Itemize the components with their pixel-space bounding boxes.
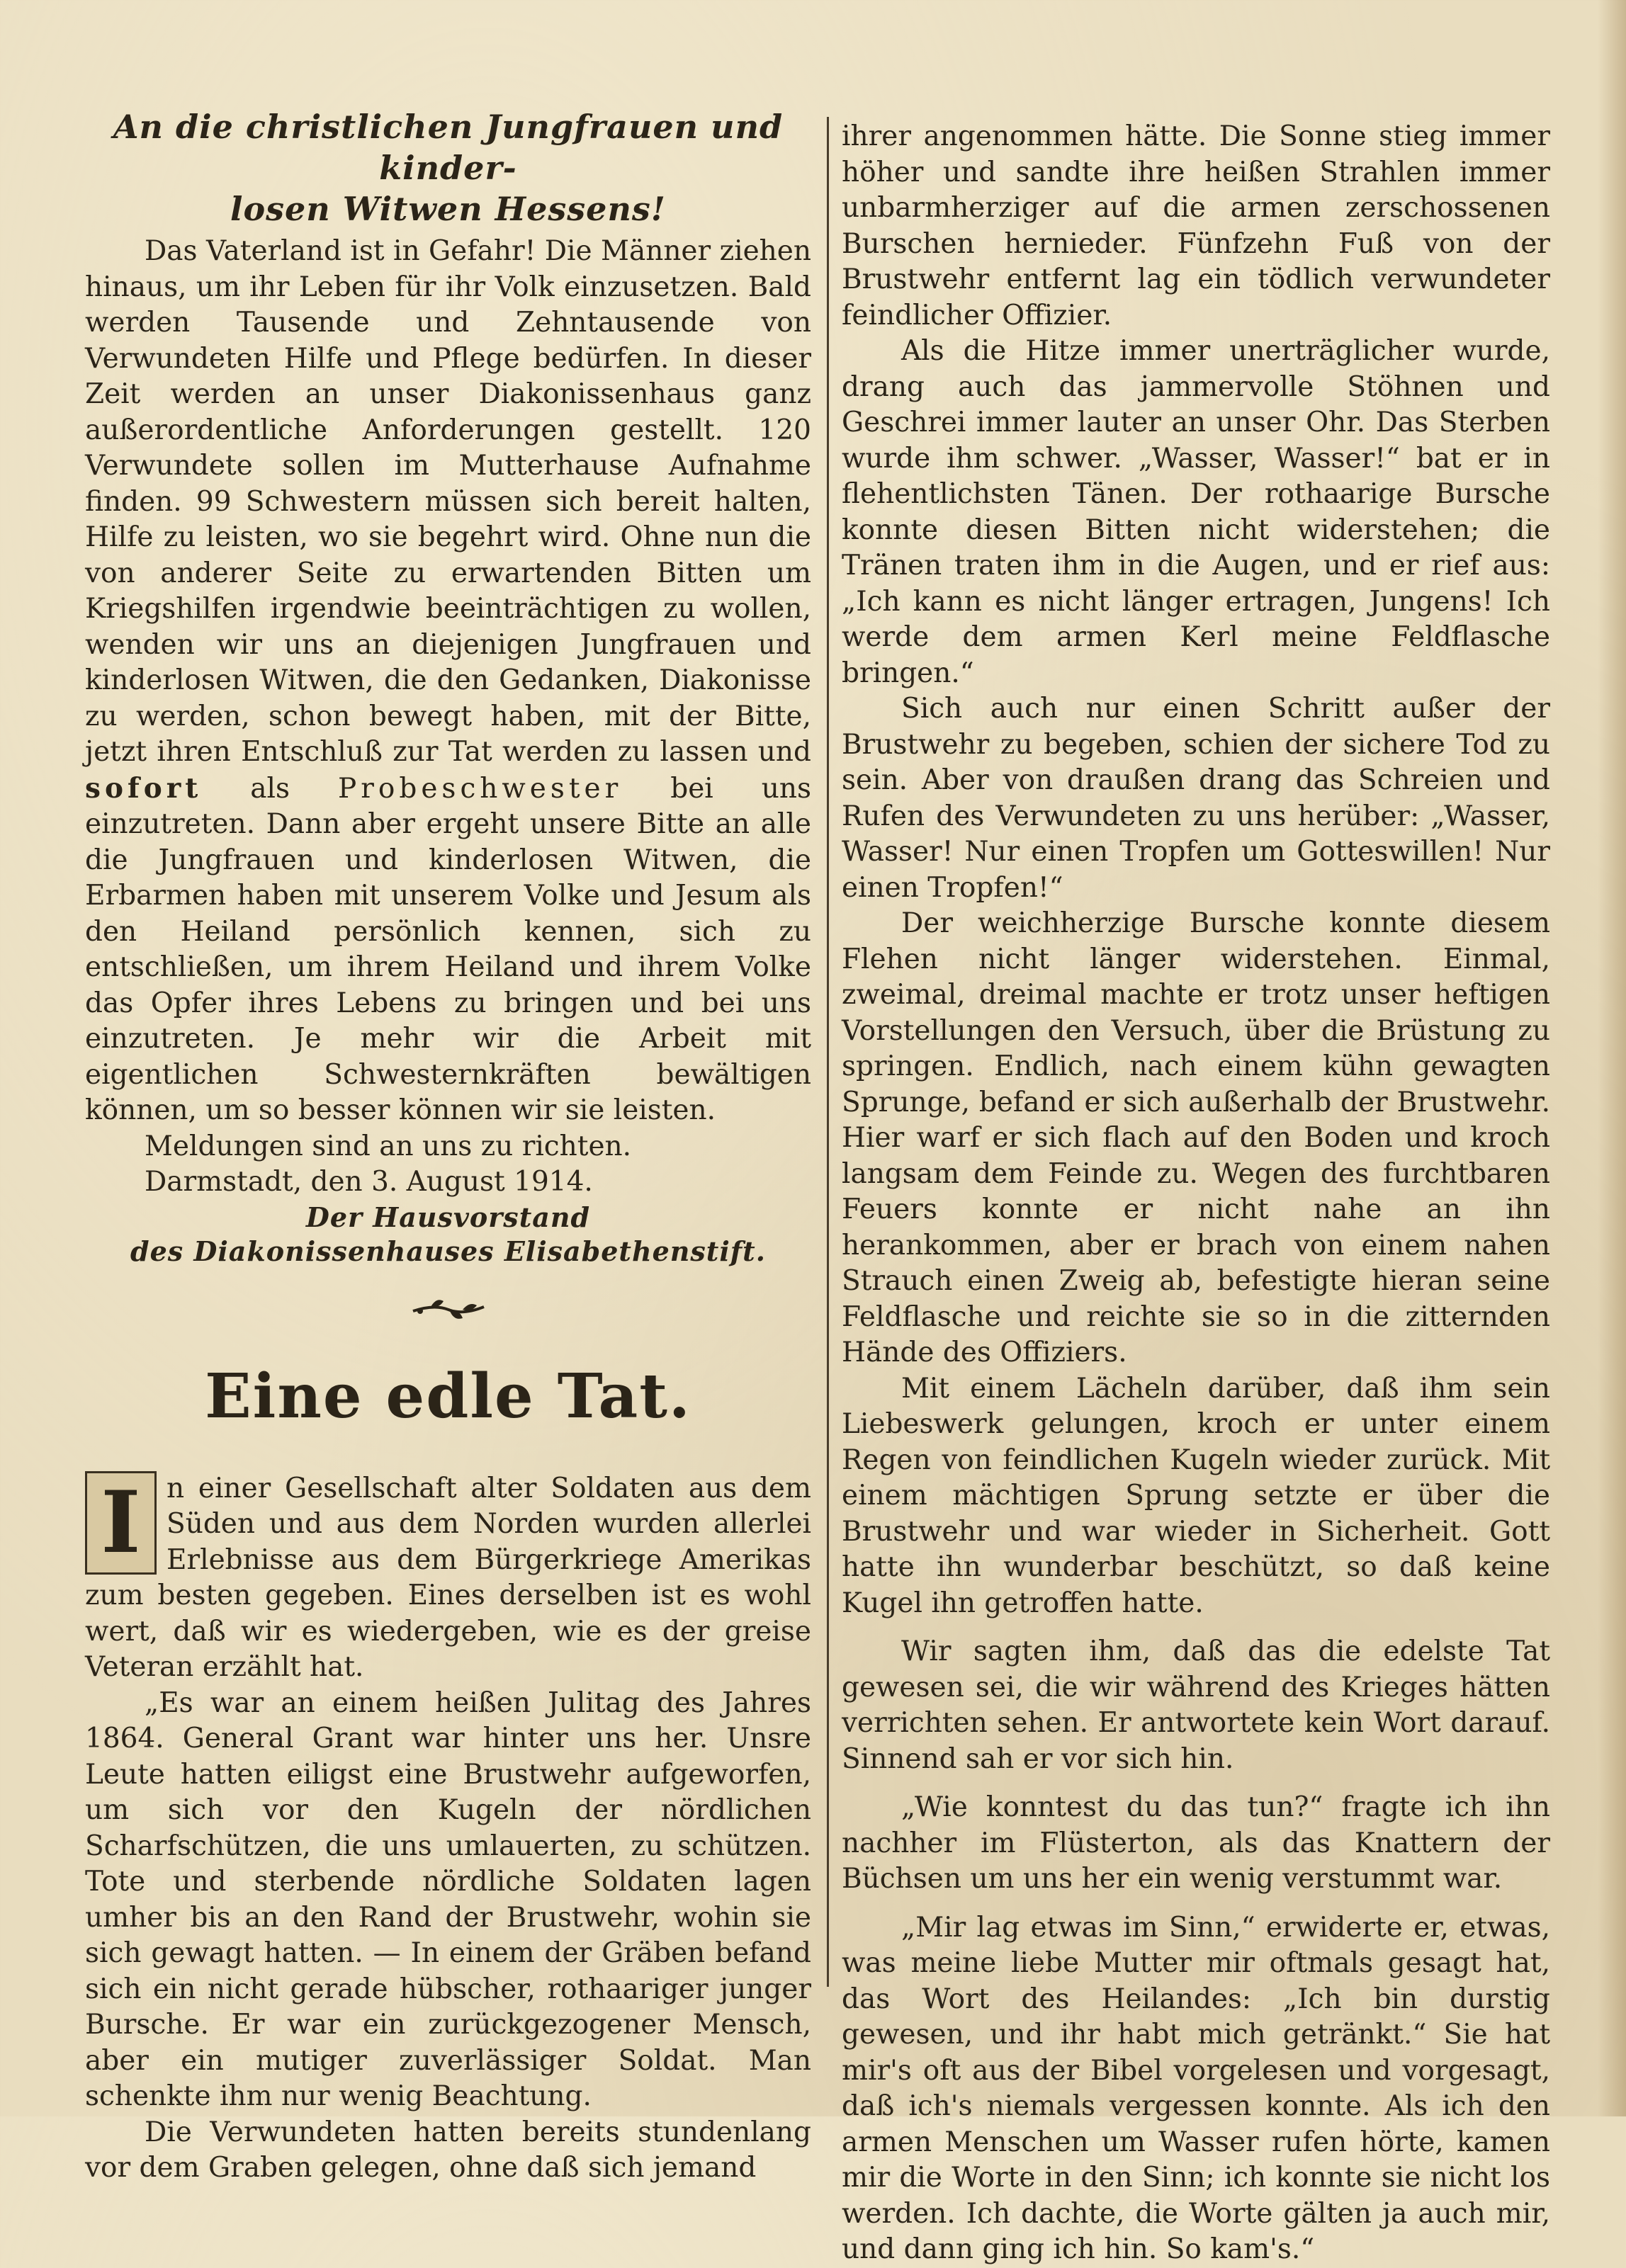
right-column xyxy=(842,119,1550,2268)
appeal-signature xyxy=(85,1201,811,1269)
appeal-title xyxy=(85,106,811,229)
article-title: Eine edle Tat. xyxy=(205,1360,691,1432)
appeal-body xyxy=(85,234,811,1129)
article-right-paragraph-5: Mit einem Lächeln darüber, daß ihm sein Liebeswerk gelungen, kroch er unter einem Regen von feindlichen Kugeln wieder zurück. Mit einem mächtigen Sprung setzte er über die Brustwehr und war wieder in Sicherheit. Gott hatte ihn wunderbar beschützt, so daß keine Kugel ihn getroffen hatte. xyxy=(842,1372,1550,1619)
appeal-body-part-1: Das Vaterland ist in Gefahr! Die Männer ziehen hinaus, um ihr Leben für ihr Volk einzusetzen. Bald werden Tausende und Zehntausende von Verwundeten Hilfe und Pflege bedürfen. In dieser Zeit werden an unser Diakonissenhaus ganz außerordentliche Anforderungen gestellt. 120 Verwundete sollen im Mutterhause Aufnahme finden. 99 Schwestern müssen sich bereit halten, Hilfe zu leisten, wo sie begehrt wird. Ohne nun die von anderer Seite zu erwartenden Bitten um Kriegshilfen irgendwie beeinträchtigen zu wollen, wenden wir uns an diejenigen Jungfrauen und kinderlosen Witwen, die den Gedanken, Diakonisse zu werden, schon bewegt haben, mit der Bitte, jetzt ihren Entschluß zur Tat werden zu lassen und xyxy=(85,235,811,768)
page-edge-shadow xyxy=(1598,0,1626,2116)
article-right-paragraph-1: ihrer angenommen hätte. Die Sonne stieg immer höher und sandte ihre heißen Strahlen immer unbarmherziger auf die armen zerschossenen Burschen hernieder. Fünfzehn Fuß von der Brustwehr entfernt lag ein tödlich verwundeter feindlicher Offizier. xyxy=(842,120,1550,331)
appeal-contact: Meldungen sind an uns zu richten. xyxy=(145,1130,632,1162)
appeal-probeschwester: Probeschwester xyxy=(338,772,623,805)
article-right-paragraph-2: Als die Hitze immer unerträglicher wurde, drang auch das jammervolle Stöhnen und Geschrei immer lauter an unser Ohr. Das Sterben wurde ihm schwer. „Wasser, Wasser!“ bat er in flehentlichsten Tänen. Der rothaarige Bursche konnte diesen Bitten nicht widerstehen; die Tränen traten ihm in die Augen, und er rief aus: „Ich kann es nicht länger ertragen, Jungens! Ich werde dem armen Kerl meine Feldflasche bringen.“ xyxy=(842,335,1550,689)
ornament-branch-icon xyxy=(406,1290,491,1325)
article-right-paragraph-7: „Wie konntest du das tun?“ fragte ich ihn nachher im Flüsterton, als das Knattern der Büchsen um uns her ein wenig verstummt war. xyxy=(842,1791,1550,1895)
appeal-place-date: Darmstadt, den 3. August 1914. xyxy=(145,1166,593,1198)
article-right-paragraph-8: „Mir lag etwas im Sinn,“ erwiderte er, etwas, was meine liebe Mutter mir oftmals gesagt hat, das Wort des Heilandes: „Ich bin durstig gewesen, und ihr habt mich getränkt.“ Sie hat mir's oft aus der Bibel vorgelesen und vorgesagt, daß ich's niemals vergessen konnte. Als ich den armen Menschen um Wasser rufen hörte, kamen mir die Worte in den Sinn; ich konnte sie nicht los werden. Ich dachte, die Worte gälten ja auch mir, und dann ging ich hin. So kam's.“ xyxy=(842,1911,1550,2265)
article-right-paragraph-6: Wir sagten ihm, daß das die edelste Tat gewesen sei, die wir während des Krieges hätten verrichten sehen. Er antwortete kein Wort darauf. Sinnend sah er vor sich hin. xyxy=(842,1635,1550,1775)
appeal-sofort: sofort xyxy=(85,771,203,805)
appeal-signature-line-2: des Diakonissenhauses Elisabethenstift. xyxy=(130,1235,766,1267)
ornament-vignette xyxy=(85,1290,811,1332)
appeal-body-part-2: bei uns einzutreten. Dann aber ergeht unsere Bitte an alle die Jungfrauen und kinderlosen Witwen, die Erbarmen haben mit unserem Volke und Jesum als den Heiland persönlich kennen, sich zu entschließen, um ihrem Heiland und ihrem Volke das Opfer ihres Lebens zu bringen und bei uns einzutreten. Je mehr wir die Arbeit mit eigentlichen Schwesternkräften bewältigen können, um so besser können wir sie leisten. xyxy=(85,772,811,1126)
appeal-title-line-2: losen Witwen Hessens! xyxy=(230,190,666,228)
appeal-title-line-1: An die christlichen Jungfrauen und kinder- xyxy=(113,108,784,187)
appeal-als: als xyxy=(202,772,339,805)
article-right-paragraph-4: Der weichherzige Bursche konnte diesem Flehen nicht länger widerstehen. Einmal, zweimal, dreimal machte er trotz unser heftigen Vorstellungen den Versuch, über die Brüstung zu springen. Endlich, nach einem kühn gewagten Sprunge, befand er sich außerhalb der Brustwehr. Hier warf er sich flach auf den Boden und kroch langsam dem Feinde zu. Wegen des furchtbaren Feuers konnte er nicht nahe an ihn herankommen, aber er brach von einem nahen Strauch einen Zweig ab, befestigte hieran seine Feldflasche und reichte sie so in die zitternden Hände des Offiziers. xyxy=(842,907,1550,1368)
appeal-signature-line-1: Der Hausvorstand xyxy=(305,1201,591,1233)
left-column xyxy=(85,106,811,2187)
article-dropcap: I xyxy=(85,1471,157,1575)
article-paragraph-2: „Es war an einem heißen Julitag des Jahres 1864. General Grant war hinter uns her. Unsre Leute hatten eiligst eine Brustwehr aufgeworfen, um sich vor den Kugeln der nördlichen Scharfschützen, die uns umlauerten, zu schützen. Tote und sterbende nördliche Soldaten lagen umher bis an den Rand der Brustwehr, wohin sie sich gewagt hatten. — In einem der Gräben befand sich ein nicht gerade hübscher, rothaariger junger Bursche. Er war ein zurückgezogener Mensch, aber ein mutiger zuverlässiger Soldat. Man schenkte ihm nur wenig Beachtung. xyxy=(85,1686,811,2112)
article-right-paragraph-3: Sich auch nur einen Schritt außer der Brustwehr zu begeben, schien der sichere Tod zu sein. Aber von draußen drang das Schreien und Rufen des Verwundeten zu uns herüber: „Wasser, Wasser! Nur einen Tropfen um Gotteswillen! Nur einen Tropfen!“ xyxy=(842,693,1550,904)
article-paragraph-1: n einer Gesellschaft alter Soldaten aus dem Süden und aus dem Norden wurden allerlei Erlebnisse aus dem Bürgerkriege Amerikas zum besten gegeben. Eines derselben ist es wohl wert, daß wir es wiedergeben, wie es der greise Veteran erzählt hat. xyxy=(85,1472,811,1683)
article-paragraph-3: Die Verwundeten hatten bereits stundenlang vor dem Graben gelegen, ohne daß sich jemand xyxy=(85,2116,811,2184)
article-body-left xyxy=(85,1471,811,2187)
column-rule xyxy=(827,117,829,1987)
